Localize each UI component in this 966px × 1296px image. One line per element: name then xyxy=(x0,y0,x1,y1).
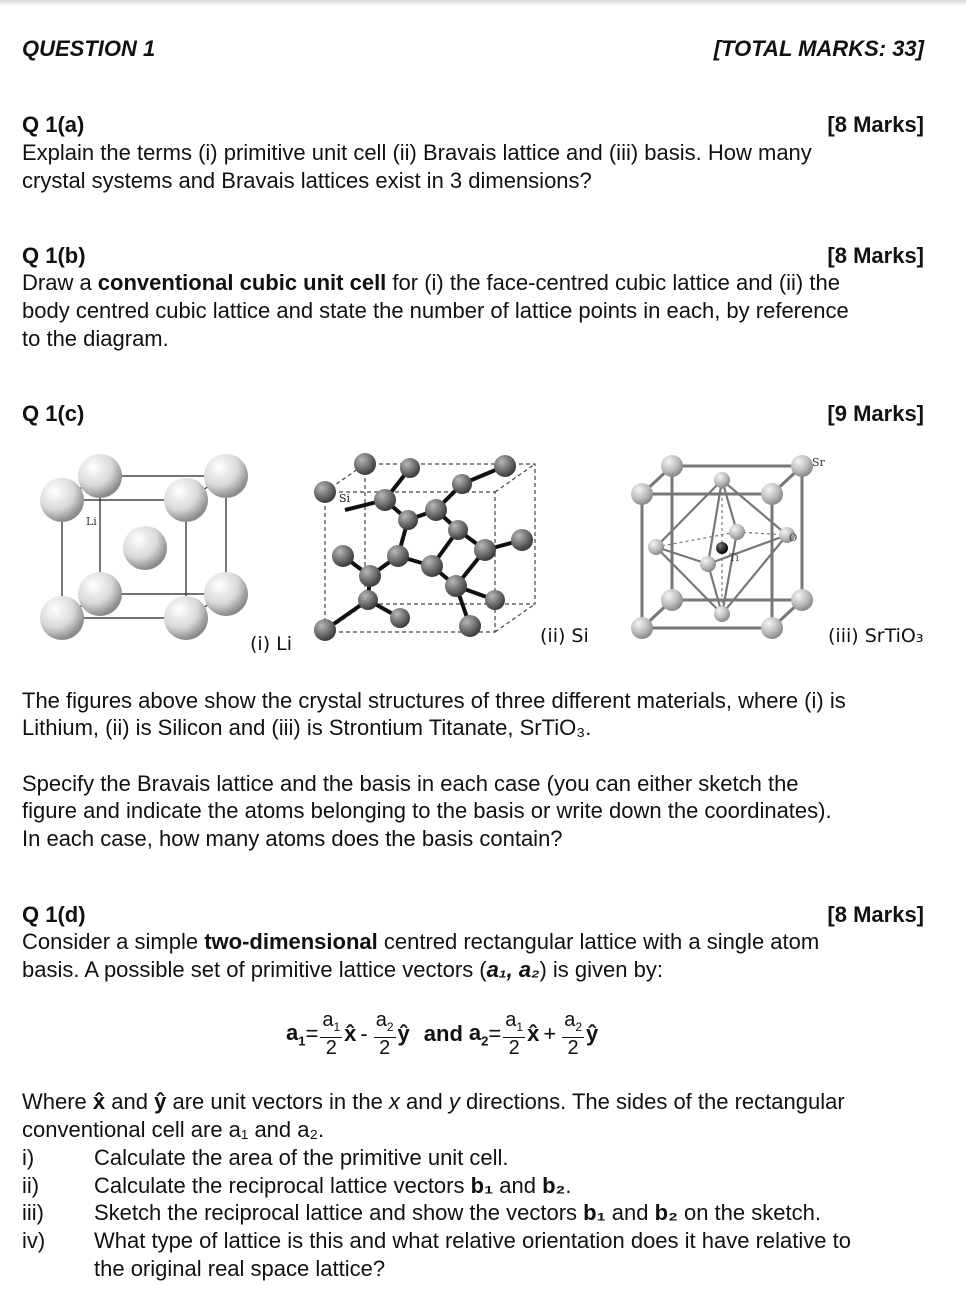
eq-a2-symbol: $a_2$ xyxy=(468,1019,489,1049)
list-item-continuation: the original real space lattice? xyxy=(94,1256,386,1281)
q1c-para2-line3: In each case, how many atoms does the basis contain? xyxy=(22,826,563,851)
q1d-where-line1: Where x̂ and ŷ are unit vectors in the x and y directions. The sides of the rectangular xyxy=(22,1089,845,1114)
srtio3-structure xyxy=(631,455,826,639)
list-item: i) Calculate the area of the primitive unit cell. xyxy=(22,1145,509,1170)
q1a-marks: [8 Marks] xyxy=(827,112,924,137)
q1c-marks: [9 Marks] xyxy=(827,401,924,426)
q1d-where-line2: conventional cell are a₁ and a₂. xyxy=(22,1117,325,1142)
question-title: QUESTION 1 xyxy=(22,36,156,61)
q1b-line1: Draw a conventional cubic unit cell for (i) the face-centred cubic lattice and (ii) the xyxy=(22,270,840,295)
q1b-marks: [8 Marks] xyxy=(827,243,924,268)
ti-atom-label: Ti xyxy=(729,553,739,564)
list-item: iii) Sketch the reciprocal lattice and show the vectors b₁ and b₂ on the sketch. xyxy=(22,1200,821,1225)
si-structure xyxy=(314,453,535,641)
q1c-para2-line2: figure and indicate the atoms belonging to the basis or write down the coordinates). xyxy=(22,798,832,823)
q1a-label: Q 1(a) xyxy=(22,112,85,137)
eq-frac-a1-over-2: $\frac{a_1}{2}$ xyxy=(322,1009,341,1059)
q1d-label: Q 1(d) xyxy=(22,902,86,927)
lattice-vector-equation: $a_1$ = $\frac{a_1}{2}$ x̂ - $\frac{a_2}{2}$ ŷ and $a_2$ = $\frac{a_1}{2}$ x̂ + $\frac{a_2}{2}$ ŷ xyxy=(286,1009,599,1059)
q1d-line1: Consider a simple two-dimensional centred rectangular lattice with a single atom xyxy=(22,929,820,954)
total-marks: [TOTAL MARKS: 33] xyxy=(713,36,924,61)
li-atom-label: Li xyxy=(86,515,97,528)
top-rule xyxy=(0,0,966,6)
q1b-label: Q 1(b) xyxy=(22,243,86,268)
fig1-caption: (i) Li xyxy=(250,633,293,655)
fig3-caption: (iii) SrTiO₃ xyxy=(828,625,924,647)
q1c-para1-line1: The figures above show the crystal structures of three different materials, where (i) is xyxy=(22,688,846,713)
li-structure xyxy=(40,454,248,640)
q1c-label: Q 1(c) xyxy=(22,401,85,426)
eq-frac-a2-over-2: $\frac{a_2}{2}$ xyxy=(375,1009,394,1059)
sr-atom-label: Sr xyxy=(812,456,825,469)
eq-frac-a1-over-2-b: $\frac{a_1}{2}$ xyxy=(505,1009,524,1059)
si-atom-label: Si xyxy=(339,492,351,505)
q1d-marks: [8 Marks] xyxy=(827,902,924,927)
o-atom-label: O xyxy=(789,533,798,544)
q1a-line1: Explain the terms (i) primitive unit cell (ii) Bravais lattice and (iii) basis. How many xyxy=(22,140,812,165)
q1c-para1-line2: Lithium, (ii) is Silicon and (iii) is Strontium Titanate, SrTiO₃. xyxy=(22,715,592,740)
crystal-figures xyxy=(0,440,966,670)
q1d-line2: basis. A possible set of primitive lattice vectors (a₁, a₂) is given by: xyxy=(22,957,663,982)
q1b-line2: body centred cubic lattice and state the number of lattice points in each, by reference xyxy=(22,298,849,323)
list-item: ii) Calculate the reciprocal lattice vectors b₁ and b₂. xyxy=(22,1173,572,1198)
eq-frac-a2-over-2-b: $\frac{a_2}{2}$ xyxy=(564,1009,582,1059)
fig2-caption: (ii) Si xyxy=(540,625,589,647)
q1b-line3: to the diagram. xyxy=(22,326,169,351)
eq-a1-symbol: $a_1$ xyxy=(286,1019,306,1049)
list-item: iv) What type of lattice is this and what relative orientation does it have relative to xyxy=(22,1228,851,1253)
q1c-para2-line1: Specify the Bravais lattice and the basis in each case (you can either sketch the xyxy=(22,771,799,796)
q1a-line2: crystal systems and Bravais lattices exist in 3 dimensions? xyxy=(22,168,592,193)
